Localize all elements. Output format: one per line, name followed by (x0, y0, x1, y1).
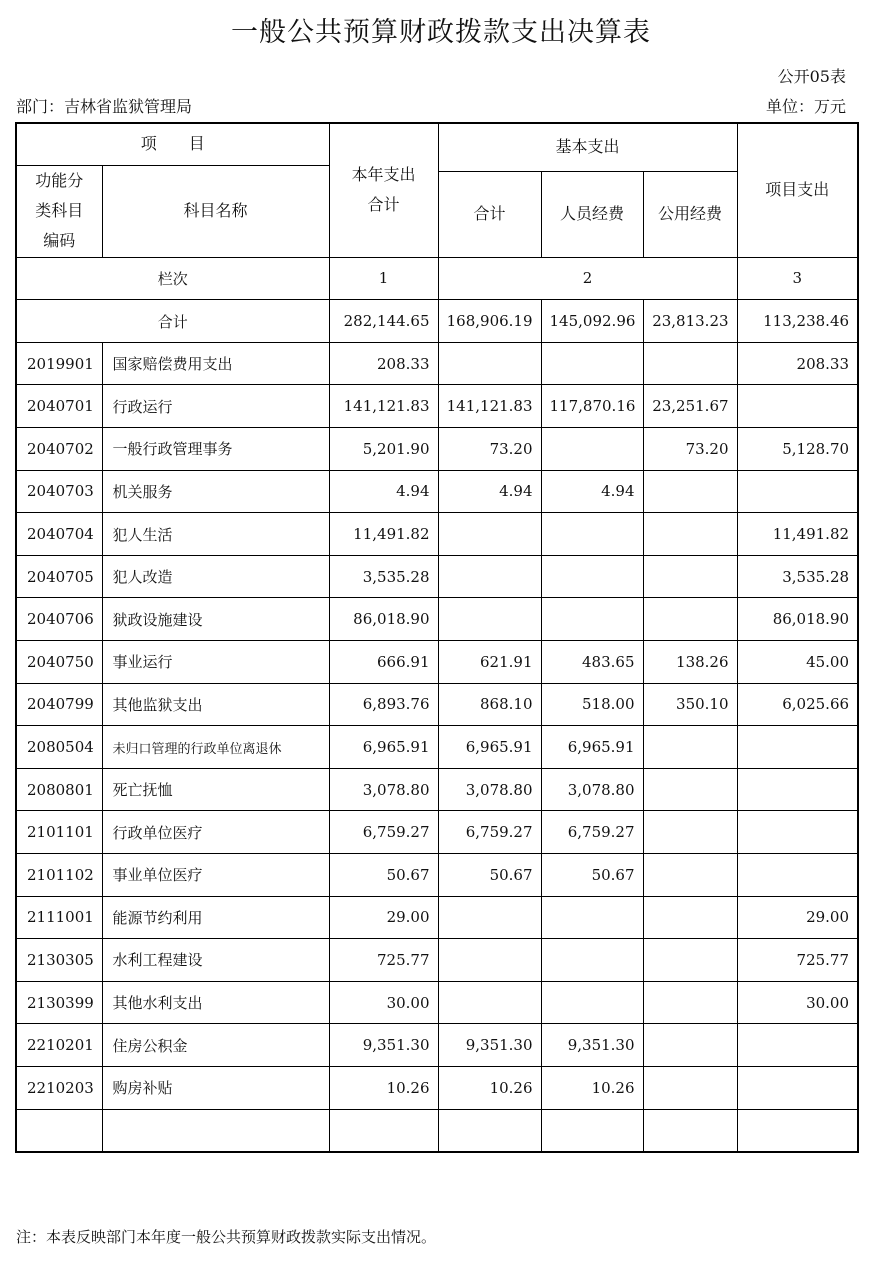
row-total: 50.67 (329, 853, 438, 896)
row-personnel: 6,965.91 (541, 726, 643, 769)
total-personnel: 145,092.96 (541, 300, 643, 343)
row-total: 10.26 (329, 1066, 438, 1109)
row-basic-total: 10.26 (438, 1066, 541, 1109)
row-code: 2019901 (16, 342, 102, 385)
row-project (737, 768, 858, 811)
row-basic-total (438, 896, 541, 939)
row-name: 事业单位医疗 (102, 853, 329, 896)
row-basic-total: 6,759.27 (438, 811, 541, 854)
row-code: 2040706 (16, 598, 102, 641)
table-row (16, 811, 858, 854)
column-index-label: 栏次 (16, 257, 329, 300)
row-project (737, 1109, 858, 1152)
row-project: 208.33 (737, 342, 858, 385)
row-code: 2101102 (16, 853, 102, 896)
row-total: 3,078.80 (329, 768, 438, 811)
table-row (16, 981, 858, 1024)
row-total: 6,893.76 (329, 683, 438, 726)
row-basic-total (438, 555, 541, 598)
row-code: 2130305 (16, 939, 102, 982)
row-code: 2040703 (16, 470, 102, 513)
row-total: 725.77 (329, 939, 438, 982)
header-total-line2: 合计 (367, 195, 400, 215)
column-index-2: 2 (438, 257, 737, 300)
row-total: 141,121.83 (329, 385, 438, 428)
row-basic-total (438, 342, 541, 385)
row-name: 其他监狱支出 (102, 683, 329, 726)
row-basic-total: 50.67 (438, 853, 541, 896)
row-name: 行政单位医疗 (102, 811, 329, 854)
row-name: 未归口管理的行政单位离退休 (102, 726, 329, 769)
row-code: 2080801 (16, 768, 102, 811)
total-amount: 282,144.65 (329, 300, 438, 343)
row-personnel: 117,870.16 (541, 385, 643, 428)
row-public (643, 598, 737, 641)
row-personnel (541, 555, 643, 598)
row-basic-total (438, 939, 541, 982)
row-total: 208.33 (329, 342, 438, 385)
row-code: 2040704 (16, 513, 102, 556)
table-row (16, 1024, 858, 1067)
table-row (16, 641, 858, 684)
row-basic-total: 6,965.91 (438, 726, 541, 769)
row-project: 6,025.66 (737, 683, 858, 726)
page-title: 一般公共预算财政拨款支出决算表 (231, 17, 651, 48)
row-total: 86,018.90 (329, 598, 438, 641)
row-code: 2040702 (16, 428, 102, 471)
row-total: 5,201.90 (329, 428, 438, 471)
row-personnel: 518.00 (541, 683, 643, 726)
table-row (16, 896, 858, 939)
header-total-line1: 本年支出 (351, 164, 416, 184)
row-name (102, 1109, 329, 1152)
row-name: 犯人改造 (102, 555, 329, 598)
header-personnel: 人员经费 (541, 171, 643, 257)
row-basic-total: 868.10 (438, 683, 541, 726)
row-project (737, 1024, 858, 1067)
row-public (643, 342, 737, 385)
column-index-row (16, 257, 858, 300)
header-func-code-line1: 功能分 (35, 170, 84, 190)
row-project (737, 470, 858, 513)
row-project: 725.77 (737, 939, 858, 982)
row-public (643, 768, 737, 811)
column-index-3: 3 (737, 257, 858, 300)
row-personnel: 9,351.30 (541, 1024, 643, 1067)
row-personnel (541, 1109, 643, 1152)
row-code: 2101101 (16, 811, 102, 854)
row-basic-total (438, 598, 541, 641)
row-basic-total: 9,351.30 (438, 1024, 541, 1067)
table-row (16, 853, 858, 896)
row-project (737, 1066, 858, 1109)
row-basic-total: 73.20 (438, 428, 541, 471)
row-total: 6,965.91 (329, 726, 438, 769)
table-row (16, 939, 858, 982)
table-row (16, 385, 858, 428)
total-label: 合计 (16, 300, 329, 343)
row-project: 30.00 (737, 981, 858, 1024)
row-personnel (541, 981, 643, 1024)
row-personnel (541, 896, 643, 939)
row-total: 9,351.30 (329, 1024, 438, 1067)
total-basic: 168,906.19 (438, 300, 541, 343)
row-public: 73.20 (643, 428, 737, 471)
row-basic-total (438, 513, 541, 556)
row-public: 138.26 (643, 641, 737, 684)
table-row (16, 598, 858, 641)
row-name: 行政运行 (102, 385, 329, 428)
row-personnel (541, 513, 643, 556)
row-public (643, 981, 737, 1024)
row-code: 2040705 (16, 555, 102, 598)
row-code (16, 1109, 102, 1152)
row-project: 11,491.82 (737, 513, 858, 556)
header-func-code-line2: 类科目 (35, 200, 84, 220)
header-total (329, 123, 438, 257)
row-basic-total: 141,121.83 (438, 385, 541, 428)
row-public (643, 726, 737, 769)
row-name: 住房公积金 (102, 1024, 329, 1067)
row-project: 29.00 (737, 896, 858, 939)
header-public: 公用经费 (643, 171, 737, 257)
footnote: 注：本表反映部门本年度一般公共预算财政拨款实际支出情况。 (16, 1228, 437, 1246)
row-name: 其他水利支出 (102, 981, 329, 1024)
row-public (643, 513, 737, 556)
expenditure-table (15, 122, 859, 1153)
table-row (16, 683, 858, 726)
row-total: 3,535.28 (329, 555, 438, 598)
row-code: 2080504 (16, 726, 102, 769)
row-total (329, 1109, 438, 1152)
row-project (737, 811, 858, 854)
row-name: 狱政设施建设 (102, 598, 329, 641)
row-personnel: 4.94 (541, 470, 643, 513)
form-code: 公开05表 (777, 67, 846, 86)
row-name: 死亡抚恤 (102, 768, 329, 811)
table-row (16, 1109, 858, 1152)
row-public: 350.10 (643, 683, 737, 726)
row-code: 2111001 (16, 896, 102, 939)
row-project: 86,018.90 (737, 598, 858, 641)
row-project (737, 385, 858, 428)
row-code: 2040701 (16, 385, 102, 428)
total-row (16, 300, 858, 343)
row-name: 事业运行 (102, 641, 329, 684)
row-name: 能源节约利用 (102, 896, 329, 939)
table-row (16, 768, 858, 811)
row-total: 29.00 (329, 896, 438, 939)
row-public (643, 470, 737, 513)
row-public (643, 1109, 737, 1152)
row-name: 机关服务 (102, 470, 329, 513)
row-public: 23,251.67 (643, 385, 737, 428)
row-total: 11,491.82 (329, 513, 438, 556)
row-personnel (541, 428, 643, 471)
row-public (643, 1066, 737, 1109)
row-project (737, 726, 858, 769)
row-basic-total (438, 981, 541, 1024)
header-basic: 基本支出 (438, 123, 737, 171)
row-total: 6,759.27 (329, 811, 438, 854)
table-row (16, 555, 858, 598)
row-personnel: 6,759.27 (541, 811, 643, 854)
table-row (16, 428, 858, 471)
row-project: 3,535.28 (737, 555, 858, 598)
department-label: 部门：吉林省监狱管理局 (16, 97, 193, 116)
row-personnel: 483.65 (541, 641, 643, 684)
row-public (643, 555, 737, 598)
header-basic-total: 合计 (438, 171, 541, 257)
column-index-1: 1 (329, 257, 438, 300)
row-basic-total (438, 1109, 541, 1152)
row-code: 2130399 (16, 981, 102, 1024)
row-public (643, 853, 737, 896)
row-code: 2210201 (16, 1024, 102, 1067)
header-row-1 (16, 123, 858, 165)
table-row (16, 513, 858, 556)
header-func-code (16, 165, 102, 257)
row-code: 2040799 (16, 683, 102, 726)
row-name: 水利工程建设 (102, 939, 329, 982)
row-personnel (541, 598, 643, 641)
row-project (737, 853, 858, 896)
table-row (16, 342, 858, 385)
row-project: 5,128.70 (737, 428, 858, 471)
row-public (643, 811, 737, 854)
row-project: 45.00 (737, 641, 858, 684)
row-name: 国家赔偿费用支出 (102, 342, 329, 385)
row-personnel: 50.67 (541, 853, 643, 896)
row-name: 犯人生活 (102, 513, 329, 556)
row-basic-total: 621.91 (438, 641, 541, 684)
header-func-code-line3: 编码 (43, 231, 76, 251)
row-public (643, 896, 737, 939)
row-public (643, 939, 737, 982)
header-project: 项目支出 (737, 123, 858, 257)
row-basic-total: 4.94 (438, 470, 541, 513)
row-code: 2210203 (16, 1066, 102, 1109)
header-item: 项 目 (16, 123, 329, 165)
row-personnel (541, 939, 643, 982)
row-code: 2040750 (16, 641, 102, 684)
row-basic-total: 3,078.80 (438, 768, 541, 811)
row-name: 一般行政管理事务 (102, 428, 329, 471)
table-row (16, 470, 858, 513)
row-total: 666.91 (329, 641, 438, 684)
header-subject-name: 科目名称 (102, 165, 329, 257)
row-personnel: 3,078.80 (541, 768, 643, 811)
total-project: 113,238.46 (737, 300, 858, 343)
row-name: 购房补贴 (102, 1066, 329, 1109)
row-personnel: 10.26 (541, 1066, 643, 1109)
table-row (16, 1066, 858, 1109)
row-total: 4.94 (329, 470, 438, 513)
row-personnel (541, 342, 643, 385)
row-total: 30.00 (329, 981, 438, 1024)
row-public (643, 1024, 737, 1067)
total-public: 23,813.23 (643, 300, 737, 343)
table-row (16, 726, 858, 769)
unit-label: 单位：万元 (765, 97, 846, 116)
